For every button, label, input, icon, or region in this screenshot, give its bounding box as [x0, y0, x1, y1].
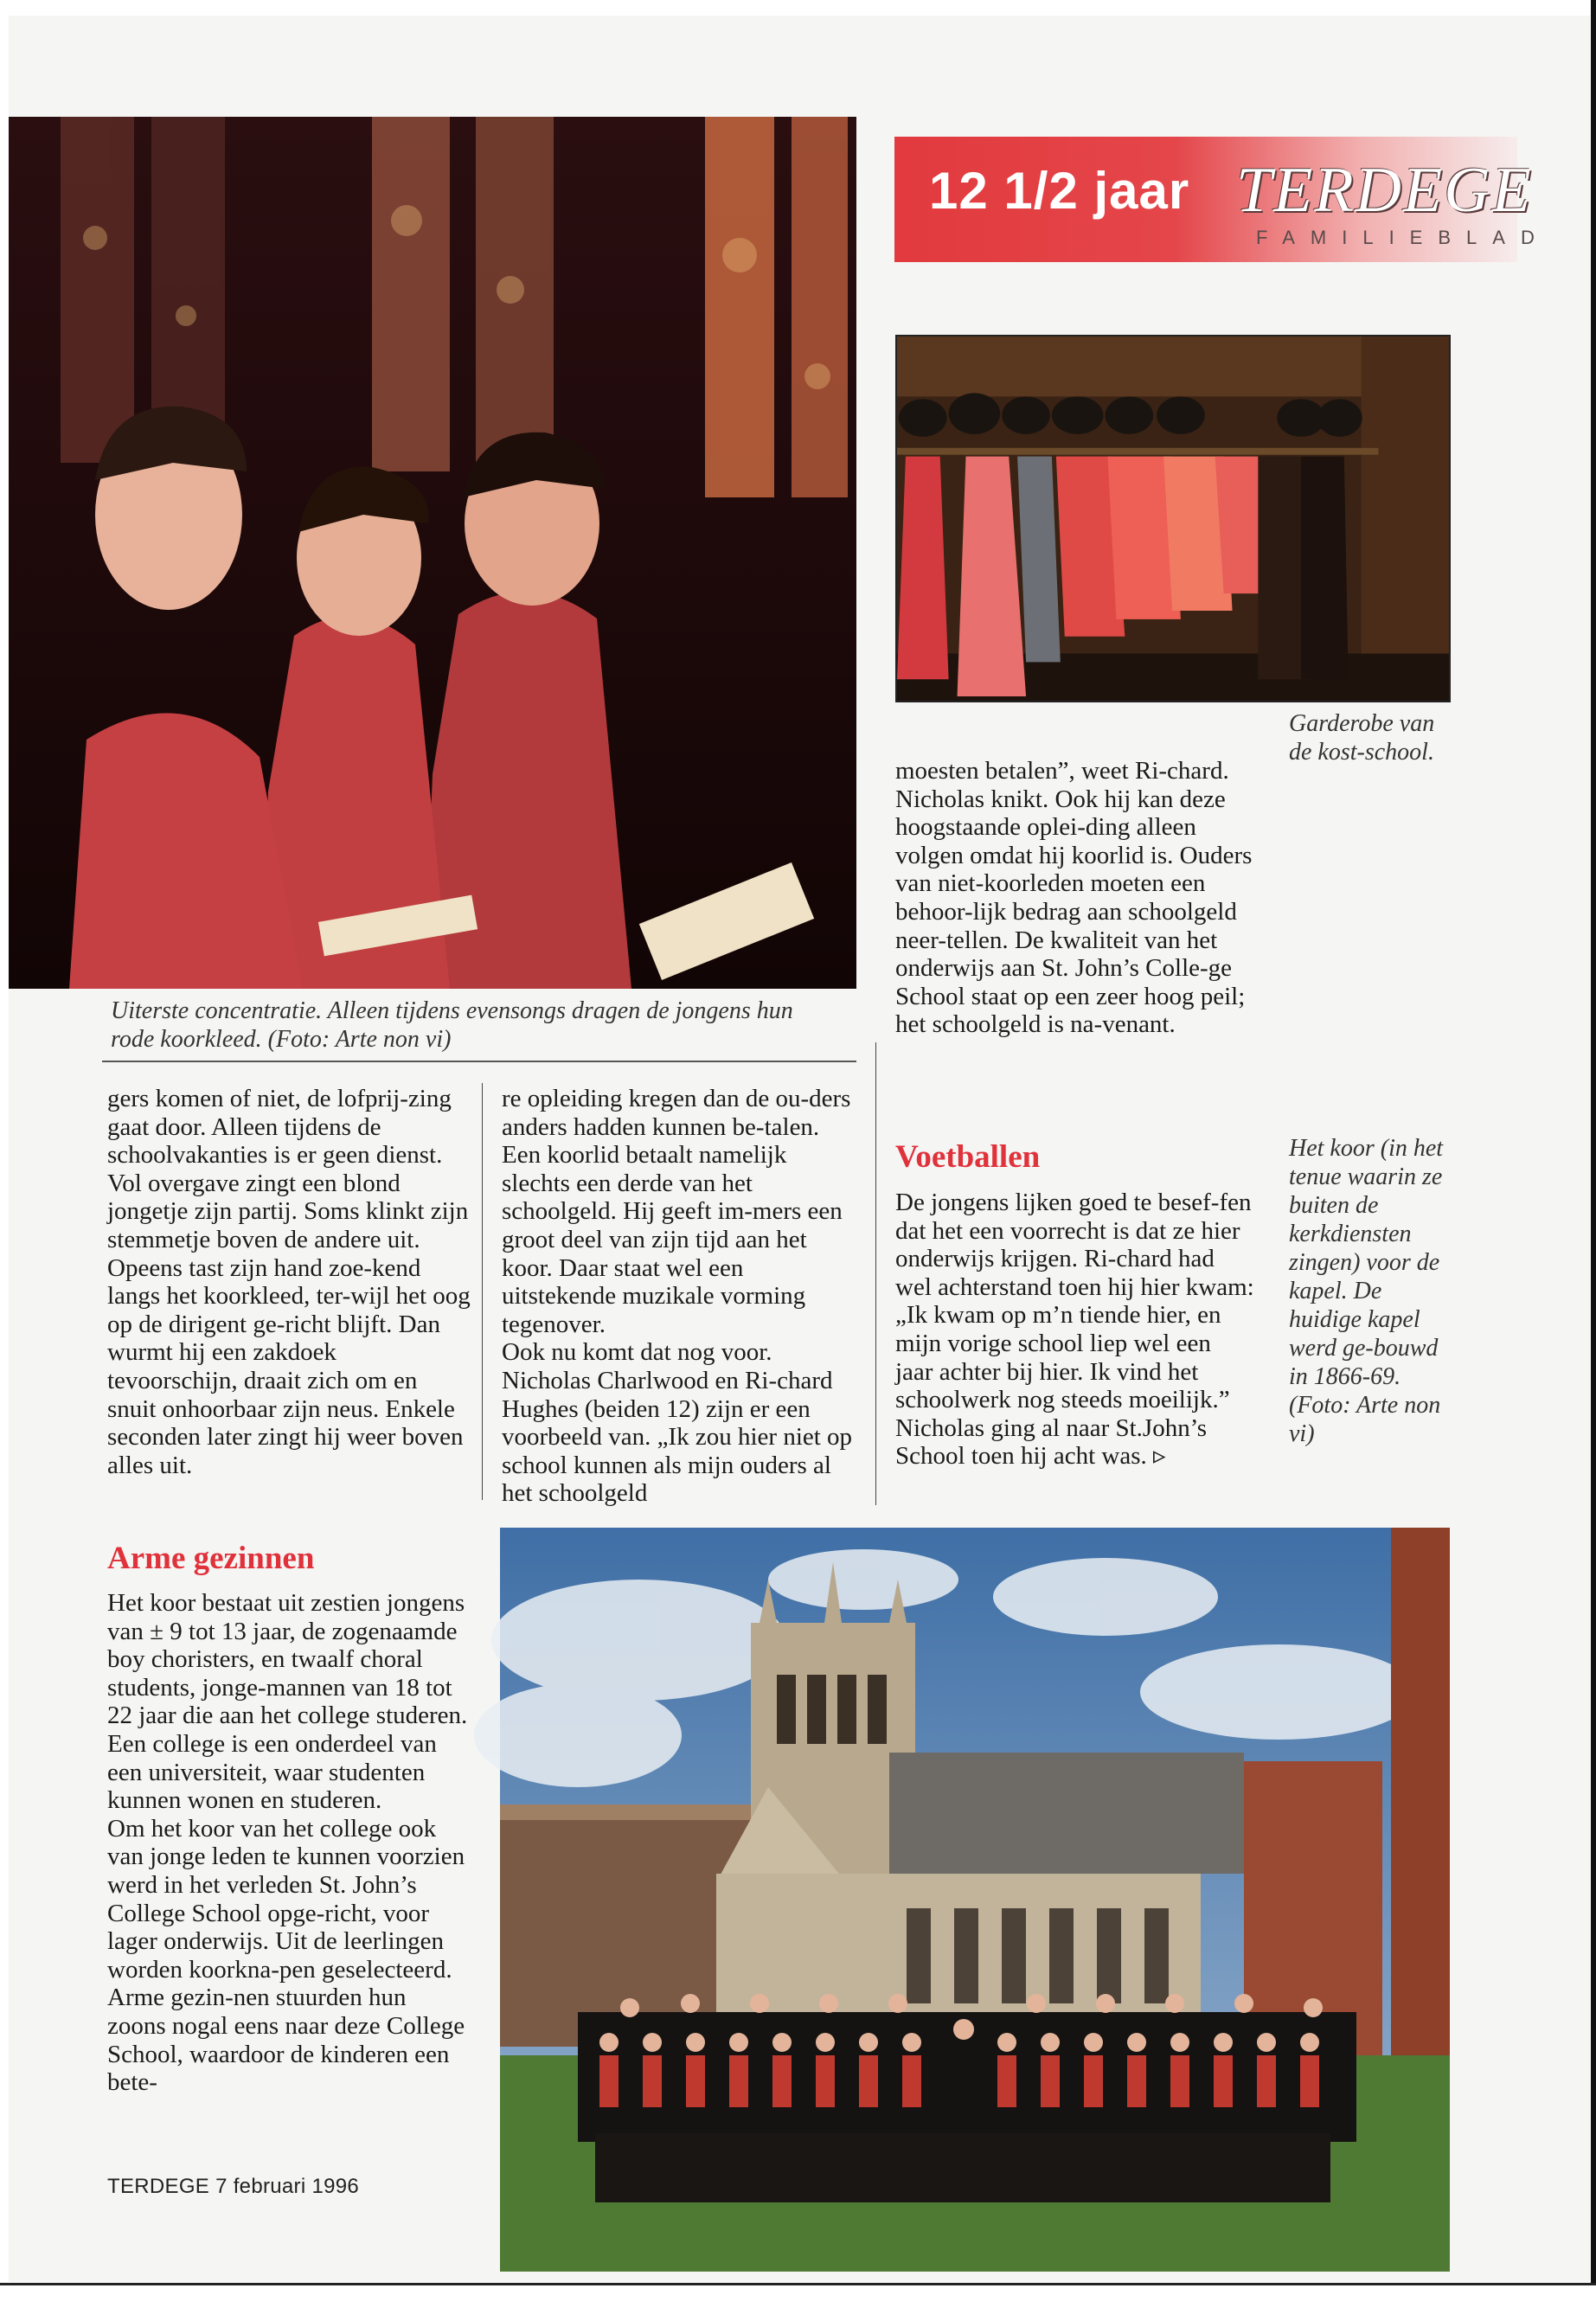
- column-divider: [482, 1083, 483, 1500]
- college-photo-caption: Het koor (in het tenue waarin ze buiten de kerkdiensten zingen) voor de kapel. De huidige kapel werd ge-bouwd in 1866-69. (Foto: Arte non vi): [1289, 1135, 1444, 1447]
- anniversary-label: 12 1/2 jaar: [929, 162, 1190, 220]
- article-column-1: [107, 1085, 471, 1479]
- logo-subtitle: FAMILIEBLAD: [1256, 227, 1550, 248]
- wardrobe-photo-caption: Garderobe van de kost-school.: [1289, 710, 1435, 766]
- scan-edge: [1591, 0, 1596, 2301]
- paragraph: Ook nu komt dat nog voor. Nicholas Charlwood en Ri-chard Hughes (beiden 12) zijn er een voorbeeld van. „Ik zou hier niet op school kunnen als mijn ouders al het schoolgeld: [502, 1338, 853, 1508]
- college-chapel-photo: [500, 1528, 1450, 2272]
- paragraph: Om het koor van het college ook van jonge leden te kunnen voorzien werd in het verleden St. John’s College School opge-richt, voor lager onderwijs. Uit de leerlingen worden koorkna-pen geselecteerd. Arme gezin-nen stuurden hun zoons nogal eens naar deze College School, waardoor de kinderen een bete-: [107, 1814, 465, 2097]
- page-footer: TERDEGE 7 februari 1996: [107, 2175, 360, 2198]
- article-column-3: [895, 757, 1254, 1039]
- article-column-2: [502, 1085, 856, 1508]
- choir-boys-photo: [9, 117, 856, 989]
- article-column-4: [107, 1589, 471, 2097]
- article-column-3b: [895, 1189, 1254, 1471]
- terdege-banner: [894, 137, 1550, 262]
- section-heading-voetballen: Voetballen: [895, 1139, 1041, 1175]
- paragraph: moesten betalen”, weet Ri-chard. Nicholas knikt. Ook hij kan deze hoogstaande oplei-ding alleen volgen omdat hij koorlid is. Ouders van niet-koorleden moeten een behoor-lijk bedrag aan schoolgeld neer-tellen. De kwaliteit van het onderwijs aan St. John’s Colle-ge School staat op een zeer hoog peil; het schoolgeld is na-venant.: [895, 757, 1253, 1039]
- paragraph: Het koor bestaat uit zestien jongens van ± 9 tot 13 jaar, de zogenaamde boy choristers, en twaalf choral students, jonge-mannen van 18 tot 22 jaar die aan het college studeren. Een college is een onderdeel van een universiteit, waar studenten kunnen wonen en studeren.: [107, 1589, 468, 1815]
- page-bottom-margin: [0, 2283, 1596, 2301]
- paragraph: De jongens lijken goed te besef-fen dat het een voorrecht is dat ze hier onderwijs krijgen. Ri-chard had wel achterstand toen hij hier kwam: „Ik kwam op m’n tiende hier, en mijn vorige school liep wel een jaar achter bij hier. Ik vind het schoolwerk nog steeds moeilijk.” Nicholas ging al naar St.John’s School toen hij acht was. ▹: [895, 1189, 1254, 1471]
- page-top-margin: [0, 0, 1596, 16]
- paragraph: re opleiding kregen dan de ou-ders anders hadden kunnen be-talen. Een koorlid betaalt namelijk slechts een derde van het schoolgeld. Hij geeft im-mers een groot deel van zijn tijd aan het koor. Daar staat wel een uitstekende muzikale vorming tegenover.: [502, 1085, 851, 1338]
- column-divider: [875, 1042, 876, 1505]
- paragraph: Vol overgave zingt een blond jongetje zijn partij. Soms klinkt zijn stemmetje boven de andere uit. Opeens tast zijn hand zoe-kend langs het koorkleed, ter-wijl het oog op de dirigent ge-richt blijft. Dan wurmt hij een zakdoek tevoorschijn, draait zich om en snuit onhoorbaar zijn neus. Enkele seconden later zingt hij weer boven alles uit.: [107, 1169, 471, 1479]
- choir-photo-caption: Uiterste concentratie. Alleen tijdens evensongs dragen de jongens hun rode koorkleed. (Foto: Arte non vi): [111, 997, 793, 1053]
- paragraph: gers komen of niet, de lofprij-zing gaat door. Alleen tijdens de schoolvakanties is er geen dienst.: [107, 1085, 452, 1170]
- wardrobe-photo: [895, 335, 1451, 702]
- caption-divider: [102, 1061, 856, 1062]
- section-heading-arme-gezinnen: Arme gezinnen: [107, 1541, 315, 1576]
- terdege-logo: TERDEGE: [1236, 155, 1533, 226]
